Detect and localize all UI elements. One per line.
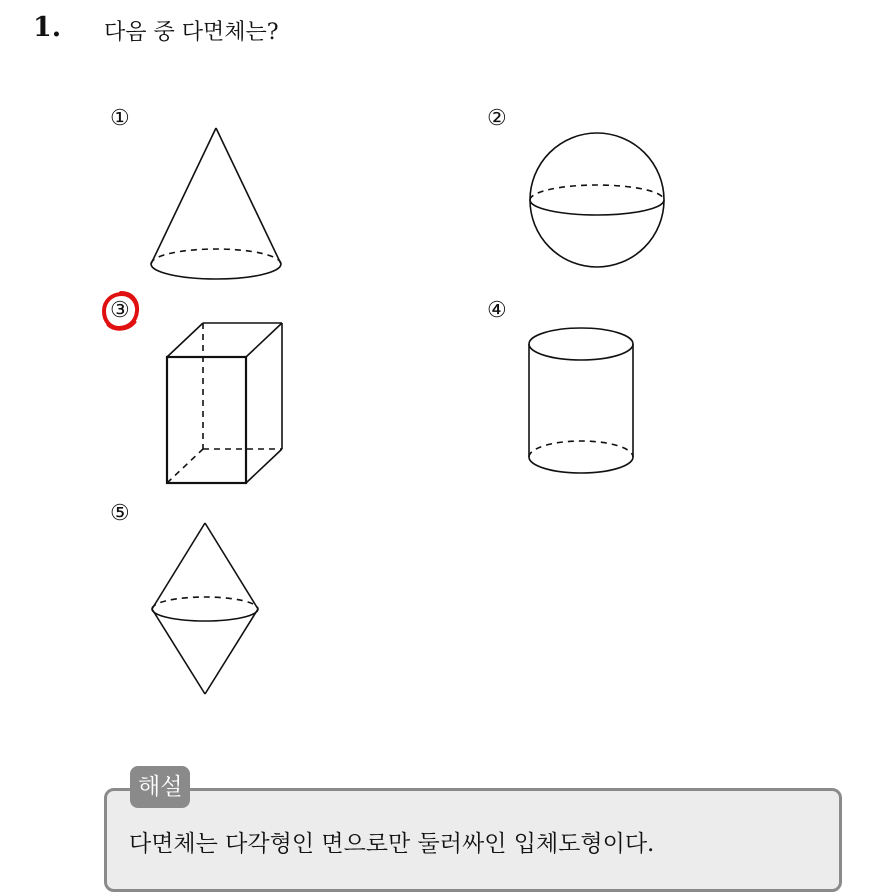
choice-2-label: ② (487, 106, 507, 131)
question-number: 1. (33, 12, 62, 43)
choice-4-label: ④ (487, 298, 507, 323)
sphere-figure (527, 126, 677, 276)
choice-5[interactable] (110, 503, 350, 683)
choice-3-label: ③ (110, 298, 130, 323)
cone-figure (148, 126, 288, 296)
choice-2[interactable] (487, 108, 727, 288)
explanation-text: 다면체는 다각형인 면으로만 둘러싸인 입체도형이다. (129, 831, 655, 857)
choice-4[interactable] (487, 300, 727, 480)
choice-3[interactable] (110, 300, 350, 480)
question-text: 다음 중 다면체는? (104, 20, 279, 45)
choice-5-label: ⑤ (110, 501, 130, 526)
explanation-tag: 해설 (130, 766, 190, 808)
choice-1-label: ① (110, 106, 130, 131)
cylinder-figure (527, 320, 647, 500)
explanation-box (104, 788, 842, 892)
rectangular-prism-figure (164, 320, 294, 490)
double-cone-figure (150, 521, 270, 701)
choice-1[interactable] (110, 108, 350, 288)
